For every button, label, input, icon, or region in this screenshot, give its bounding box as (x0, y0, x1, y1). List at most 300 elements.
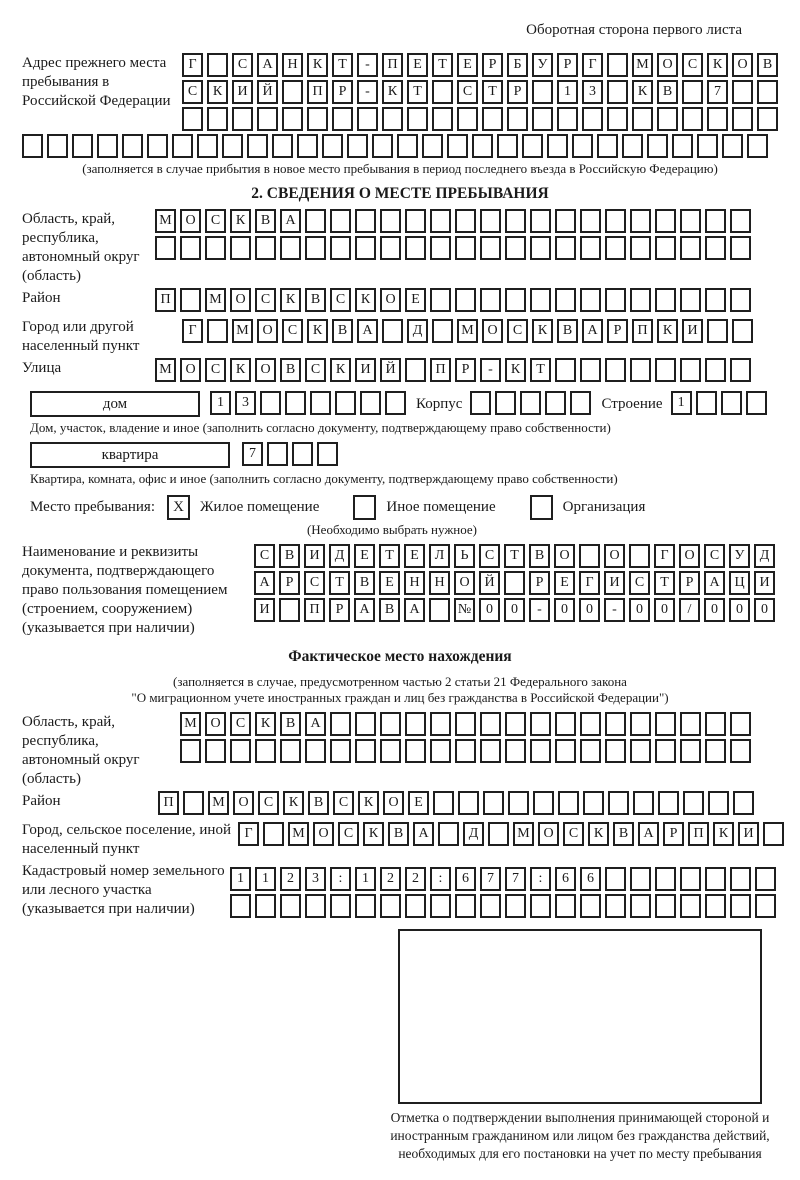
form-cell (455, 288, 476, 312)
form-cell: И (604, 571, 625, 595)
cell-row (180, 739, 778, 763)
form-cell (547, 134, 568, 158)
stamp-box (398, 929, 762, 1104)
form-cell: К (707, 53, 728, 77)
form-cell (22, 134, 43, 158)
form-cell (530, 236, 551, 260)
form-cell: Р (332, 80, 353, 104)
factual-city-label: Город, сельское поселение, иной населенный пункт (22, 822, 231, 857)
section2-title: 2. СВЕДЕНИЯ О МЕСТЕ ПРЕБЫВАНИЯ (251, 185, 549, 202)
form-cell (382, 319, 403, 343)
cell-row (155, 236, 778, 260)
form-cell: И (355, 358, 376, 382)
form-cell: 6 (455, 867, 476, 891)
form-cell: К (330, 358, 351, 382)
form-cell: М (205, 288, 226, 312)
form-cell (580, 739, 601, 763)
form-cell (696, 391, 717, 415)
stay-type-row (30, 495, 778, 520)
form-cell: 0 (629, 598, 650, 622)
form-cell (705, 867, 726, 891)
option-organization-label: Организация (562, 499, 646, 515)
cell-row (155, 288, 778, 312)
form-cell: М (155, 209, 176, 233)
form-cell (680, 358, 701, 382)
form-cell: 0 (754, 598, 775, 622)
form-cell (680, 288, 701, 312)
factual-note-line2: "О миграционном учете иностранных граждан и лиц без гражданства в Российской Федерации") (131, 690, 669, 705)
form-cell: С (282, 319, 303, 343)
form-cell: П (430, 358, 451, 382)
form-cell: Д (754, 544, 775, 568)
cell-row (254, 571, 779, 595)
form-cell (533, 791, 554, 815)
form-cell: С (230, 712, 251, 736)
form-cell (580, 236, 601, 260)
form-cell (297, 134, 318, 158)
form-cell: Д (463, 822, 484, 846)
form-cell (505, 236, 526, 260)
form-cell (447, 134, 468, 158)
form-cell: 1 (230, 867, 251, 891)
form-cell (630, 739, 651, 763)
form-cell (432, 107, 453, 131)
form-cell: 0 (504, 598, 525, 622)
form-cell (605, 867, 626, 891)
form-cell (732, 107, 753, 131)
form-cell (405, 739, 426, 763)
previous-address-cells (182, 53, 782, 134)
form-cell (655, 236, 676, 260)
cadastral-field (22, 861, 778, 921)
form-cell (347, 134, 368, 158)
form-cell: Р (679, 571, 700, 595)
form-cell: 2 (380, 867, 401, 891)
form-cell (430, 209, 451, 233)
form-cell: Й (479, 571, 500, 595)
form-cell (483, 791, 504, 815)
form-cell (335, 391, 356, 415)
form-cell (504, 571, 525, 595)
form-cell: 7 (505, 867, 526, 891)
form-cell: М (632, 53, 653, 77)
form-cell (380, 739, 401, 763)
form-cell (755, 867, 776, 891)
form-cell: О (230, 288, 251, 312)
form-cell (580, 288, 601, 312)
form-cell: Н (429, 571, 450, 595)
form-cell (655, 712, 676, 736)
form-cell (147, 134, 168, 158)
form-cell (680, 209, 701, 233)
form-cell: М (180, 712, 201, 736)
form-cell (305, 894, 326, 918)
form-cell (730, 894, 751, 918)
form-cell (655, 288, 676, 312)
form-cell: С (304, 571, 325, 595)
form-cell: А (254, 571, 275, 595)
form-cell: К (505, 358, 526, 382)
form-cell: К (363, 822, 384, 846)
form-cell (230, 894, 251, 918)
form-cell: Г (579, 571, 600, 595)
form-cell: О (180, 209, 201, 233)
korpus-label: Корпус (416, 396, 463, 412)
form-cell: М (288, 822, 309, 846)
factual-district-label: Район (22, 793, 61, 809)
form-cell (605, 209, 626, 233)
form-cell (507, 107, 528, 131)
form-cell: Р (557, 53, 578, 77)
form-cell: В (255, 209, 276, 233)
form-cell: 7 (242, 442, 263, 466)
form-cell: У (729, 544, 750, 568)
form-cell (422, 134, 443, 158)
form-cell (607, 107, 628, 131)
form-cell (658, 791, 679, 815)
form-cell: С (254, 544, 275, 568)
form-cell (207, 319, 228, 343)
form-cell: К (207, 80, 228, 104)
form-cell (255, 739, 276, 763)
form-cell (682, 107, 703, 131)
form-cell: А (582, 319, 603, 343)
form-cell (307, 107, 328, 131)
form-cell: : (330, 867, 351, 891)
form-cell: Р (607, 319, 628, 343)
form-cell: Т (530, 358, 551, 382)
form-cell: К (382, 80, 403, 104)
form-cell: М (232, 319, 253, 343)
house-number-cells (210, 391, 410, 415)
form-cell (280, 236, 301, 260)
factual-notes (22, 674, 778, 706)
form-cell (382, 107, 403, 131)
form-cell (260, 391, 281, 415)
factual-district-field (22, 791, 778, 818)
form-cell (657, 107, 678, 131)
form-cell: К (358, 791, 379, 815)
document-label: Наименование и реквизиты документа, подтверждающего право пользования помещением (строением, сооружением) (указывается при наличии) (22, 544, 228, 636)
form-cell (530, 712, 551, 736)
form-cell (732, 80, 753, 104)
form-cell: О (380, 288, 401, 312)
form-cell (317, 442, 338, 466)
form-cell: 1 (255, 867, 276, 891)
form-cell: К (588, 822, 609, 846)
form-cell: 7 (480, 867, 501, 891)
form-cell (730, 358, 751, 382)
region-label: Область, край, республика, автономный округ (область) (22, 211, 140, 284)
form-cell (730, 236, 751, 260)
form-cell: 1 (210, 391, 231, 415)
form-cell: К (255, 712, 276, 736)
form-cell (707, 319, 728, 343)
form-cell: О (454, 571, 475, 595)
form-cell: Г (182, 319, 203, 343)
form-cell: Г (238, 822, 259, 846)
form-cell (155, 236, 176, 260)
form-cell (272, 134, 293, 158)
form-cell: В (388, 822, 409, 846)
previous-address-note: (заполняется в случае прибытия в новое место пребывания в период последнего въезда в Российскую Федерацию) (82, 161, 718, 176)
form-cell: : (430, 867, 451, 891)
form-cell: А (305, 712, 326, 736)
form-cell (730, 209, 751, 233)
form-cell: С (330, 288, 351, 312)
form-cell (455, 209, 476, 233)
form-cell: О (180, 358, 201, 382)
form-cell: С (205, 358, 226, 382)
form-cell (705, 358, 726, 382)
form-cell (680, 712, 701, 736)
form-cell: В (757, 53, 778, 77)
form-cell (482, 107, 503, 131)
form-cell: П (304, 598, 325, 622)
form-cell (355, 209, 376, 233)
form-cell (730, 712, 751, 736)
form-cell (280, 894, 301, 918)
form-cell: 3 (582, 80, 603, 104)
form-cell: 6 (555, 867, 576, 891)
form-cell: Т (332, 53, 353, 77)
form-cell: О (604, 544, 625, 568)
form-cell: 0 (729, 598, 750, 622)
form-cell (607, 53, 628, 77)
form-cell (470, 391, 491, 415)
cell-row (158, 791, 778, 815)
form-cell (505, 739, 526, 763)
form-cell (282, 107, 303, 131)
form-cell (580, 209, 601, 233)
cell-row (182, 80, 782, 104)
stroenie-label: Строение (601, 396, 663, 412)
form-cell: Т (432, 53, 453, 77)
form-cell: С (629, 571, 650, 595)
form-cell (630, 867, 651, 891)
form-cell: С (704, 544, 725, 568)
form-cell: Л (429, 544, 450, 568)
form-cell (605, 236, 626, 260)
form-cell (505, 209, 526, 233)
form-cell (305, 739, 326, 763)
form-cell: Т (654, 571, 675, 595)
cell-row (182, 53, 782, 77)
form-cell: О (538, 822, 559, 846)
form-cell (372, 134, 393, 158)
form-cell (730, 867, 751, 891)
form-cell (458, 791, 479, 815)
form-cell (322, 134, 343, 158)
form-cell (397, 134, 418, 158)
form-cell: О (657, 53, 678, 77)
form-cell (182, 107, 203, 131)
option-other-premises-label: Иное помещение (386, 499, 496, 515)
form-cell (330, 712, 351, 736)
form-cell (380, 712, 401, 736)
form-cell (580, 894, 601, 918)
form-cell (555, 739, 576, 763)
form-cell: Ь (454, 544, 475, 568)
form-cell (332, 107, 353, 131)
form-cell (267, 442, 288, 466)
form-cell: М (513, 822, 534, 846)
form-cell: О (383, 791, 404, 815)
apartment-label-box (30, 442, 230, 468)
form-cell (405, 358, 426, 382)
form-cell: Е (379, 571, 400, 595)
form-cell: 3 (305, 867, 326, 891)
form-cell (480, 712, 501, 736)
form-cell: К (230, 358, 251, 382)
form-cell (747, 134, 768, 158)
form-cell (705, 712, 726, 736)
option-residential-label: Жилое помещение (200, 499, 320, 515)
form-cell (597, 134, 618, 158)
stay-type-label: Место пребывания: (30, 499, 155, 515)
form-cell: Т (482, 80, 503, 104)
form-cell (432, 80, 453, 104)
form-cell (497, 134, 518, 158)
korpus-cells (470, 391, 595, 415)
form-cell (708, 791, 729, 815)
form-cell (257, 107, 278, 131)
form-cell (680, 867, 701, 891)
form-cell (757, 80, 778, 104)
form-cell (520, 391, 541, 415)
form-cell: 2 (405, 867, 426, 891)
form-cell: А (280, 209, 301, 233)
cell-row (155, 209, 778, 233)
stroenie-cells (671, 391, 771, 415)
form-cell: Р (279, 571, 300, 595)
form-cell: Т (329, 571, 350, 595)
form-cell (530, 288, 551, 312)
form-cell (230, 739, 251, 763)
form-cell (255, 236, 276, 260)
form-cell (207, 53, 228, 77)
form-cell: О (679, 544, 700, 568)
form-cell: С (232, 53, 253, 77)
form-cell: Ц (729, 571, 750, 595)
form-cell: М (208, 791, 229, 815)
form-cell: С (457, 80, 478, 104)
form-cell: С (258, 791, 279, 815)
form-cell (607, 80, 628, 104)
form-cell (280, 739, 301, 763)
form-cell (355, 739, 376, 763)
form-cell: - (357, 53, 378, 77)
form-cell (680, 739, 701, 763)
form-cell: А (354, 598, 375, 622)
form-cell: Е (554, 571, 575, 595)
form-cell (429, 598, 450, 622)
form-cell: Е (407, 53, 428, 77)
apartment-caption: Квартира, комната, офис и иное (заполнить согласно документу, подтверждающему право собственности) (30, 471, 618, 486)
form-cell: № (454, 598, 475, 622)
form-cell: Р (663, 822, 684, 846)
form-cell: К (307, 319, 328, 343)
cell-row (230, 894, 780, 918)
form-cell: К (355, 288, 376, 312)
form-cell (330, 894, 351, 918)
form-cell (480, 209, 501, 233)
form-cell (472, 134, 493, 158)
form-cell (630, 894, 651, 918)
form-cell: К (532, 319, 553, 343)
form-cell: 6 (580, 867, 601, 891)
form-cell (480, 739, 501, 763)
form-cell: И (232, 80, 253, 104)
form-cell (655, 358, 676, 382)
form-cell (746, 391, 767, 415)
apartment-row (30, 442, 778, 469)
form-cell (558, 791, 579, 815)
form-cell: В (529, 544, 550, 568)
form-cell (705, 288, 726, 312)
form-cell (622, 134, 643, 158)
form-cell: 0 (704, 598, 725, 622)
form-cell (263, 822, 284, 846)
form-cell (355, 894, 376, 918)
form-cell (532, 80, 553, 104)
form-cell (433, 791, 454, 815)
form-cell (605, 712, 626, 736)
form-cell (405, 894, 426, 918)
cell-row (238, 822, 788, 846)
form-cell: С (682, 53, 703, 77)
cell-row (254, 544, 779, 568)
form-cell (730, 288, 751, 312)
form-cell (755, 894, 776, 918)
form-cell: М (155, 358, 176, 382)
form-cell (355, 712, 376, 736)
form-cell: О (313, 822, 334, 846)
form-cell: Е (354, 544, 375, 568)
form-cell (733, 791, 754, 815)
form-cell (405, 209, 426, 233)
form-cell: П (307, 80, 328, 104)
form-cell: Й (257, 80, 278, 104)
form-cell (180, 739, 201, 763)
form-cell (647, 134, 668, 158)
form-cell (530, 894, 551, 918)
form-cell: О (732, 53, 753, 77)
form-cell (455, 739, 476, 763)
form-cell: О (554, 544, 575, 568)
form-cell (455, 236, 476, 260)
form-cell: : (530, 867, 551, 891)
form-cell (630, 288, 651, 312)
form-cell (757, 107, 778, 131)
form-cell: И (754, 571, 775, 595)
form-cell: И (738, 822, 759, 846)
form-cell (330, 209, 351, 233)
form-cell: П (632, 319, 653, 343)
form-cell (633, 791, 654, 815)
form-cell: С (305, 358, 326, 382)
form-cell (705, 894, 726, 918)
form-cell: П (158, 791, 179, 815)
form-cell: К (713, 822, 734, 846)
form-cell (630, 358, 651, 382)
form-cell (279, 598, 300, 622)
house-row (30, 391, 778, 418)
form-cell: 0 (579, 598, 600, 622)
form-cell (532, 107, 553, 131)
form-cell: Р (529, 571, 550, 595)
form-cell: Г (182, 53, 203, 77)
